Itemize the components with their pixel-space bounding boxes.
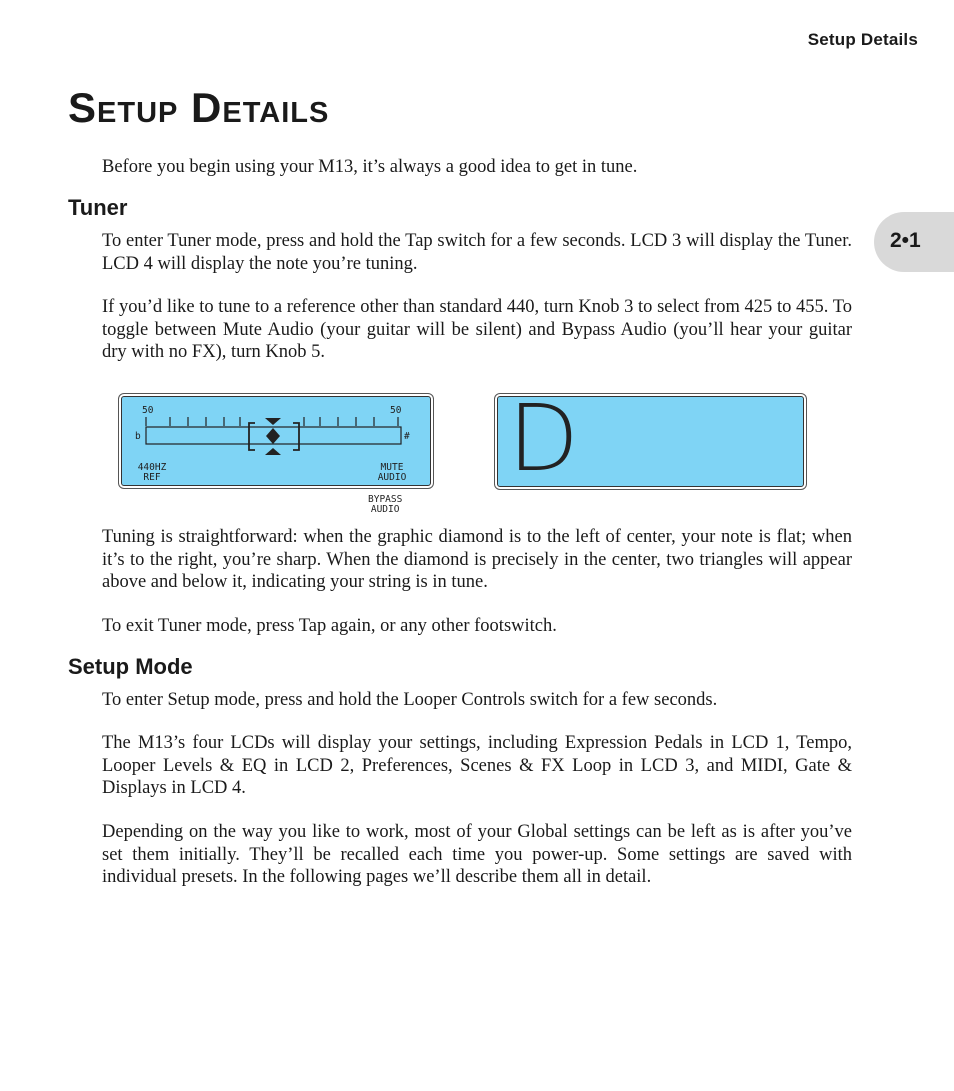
tuner-paragraph-2: If you’d like to tune to a reference other than standard 440, turn Knob 3 to select from 425 to 455. To toggle between Mute Audio (your guitar will be silent) and Bypass Audio (you’ll hear your guitar dry with no FX), turn Knob 5. — [102, 297, 852, 362]
intro-paragraph: Before you begin using your M13, it’s always a good idea to get in tune. — [102, 157, 638, 177]
page-number-tab — [874, 212, 954, 272]
in-tune-triangle-top — [265, 418, 281, 425]
tuner-lcd — [121, 396, 431, 486]
tuner-paragraph-1: To enter Tuner mode, press and hold the Tap switch for a few seconds. LCD 3 will display the Tuner. LCD 4 will display the note you’re tuning. — [102, 231, 852, 274]
reference-label: 440HZ REF — [137, 462, 167, 483]
in-tune-triangle-bottom — [265, 448, 281, 455]
running-head: Setup Details — [807, 30, 918, 49]
tuner-paragraph-4: To exit Tuner mode, press Tap again, or any other footswitch. — [102, 616, 557, 636]
tuner-paragraph-3: Tuning is straightforward: when the graphic diamond is to the left of center, your note is flat; when it’s to the right, you’re sharp. When the diamond is precisely in the center, two triangles will appear above and below it, indicating your string is in tune. — [102, 527, 852, 592]
tuner-heading: Tuner — [68, 195, 128, 220]
note-lcd — [497, 385, 804, 492]
scale-right-label: 50 — [390, 405, 402, 416]
sharp-symbol: # — [404, 431, 410, 442]
scale-left-label: 50 — [142, 405, 154, 416]
mute-audio-label: MUTE AUDIO — [377, 462, 407, 483]
setup-paragraph-3: Depending on the way you like to work, most of your Global settings can be left as is after you’ve set them initially. They’ll be recalled each time you power-up. Some settings are saved with individual presets. In the following pages we’ll describe them all in detail. — [102, 822, 852, 887]
setup-mode-heading: Setup Mode — [68, 654, 193, 679]
tuned-note: D — [508, 385, 579, 492]
flat-symbol: b — [135, 431, 141, 442]
page-title: Setup Details — [68, 84, 330, 131]
bypass-audio-label: BYPASS AUDIO — [368, 494, 403, 515]
page-number: 2•1 — [890, 229, 921, 252]
setup-paragraph-1: To enter Setup mode, press and hold the Looper Controls switch for a few seconds. — [102, 690, 718, 710]
tuner-diamond-indicator — [266, 428, 280, 444]
setup-paragraph-2: The M13’s four LCDs will display your settings, including Expression Pedals in LCD 1, Tempo, Looper Levels & EQ in LCD 2, Preferences, Scenes & FX Loop in LCD 3, and MIDI, Gate & Displays in LCD 4. — [102, 733, 852, 798]
